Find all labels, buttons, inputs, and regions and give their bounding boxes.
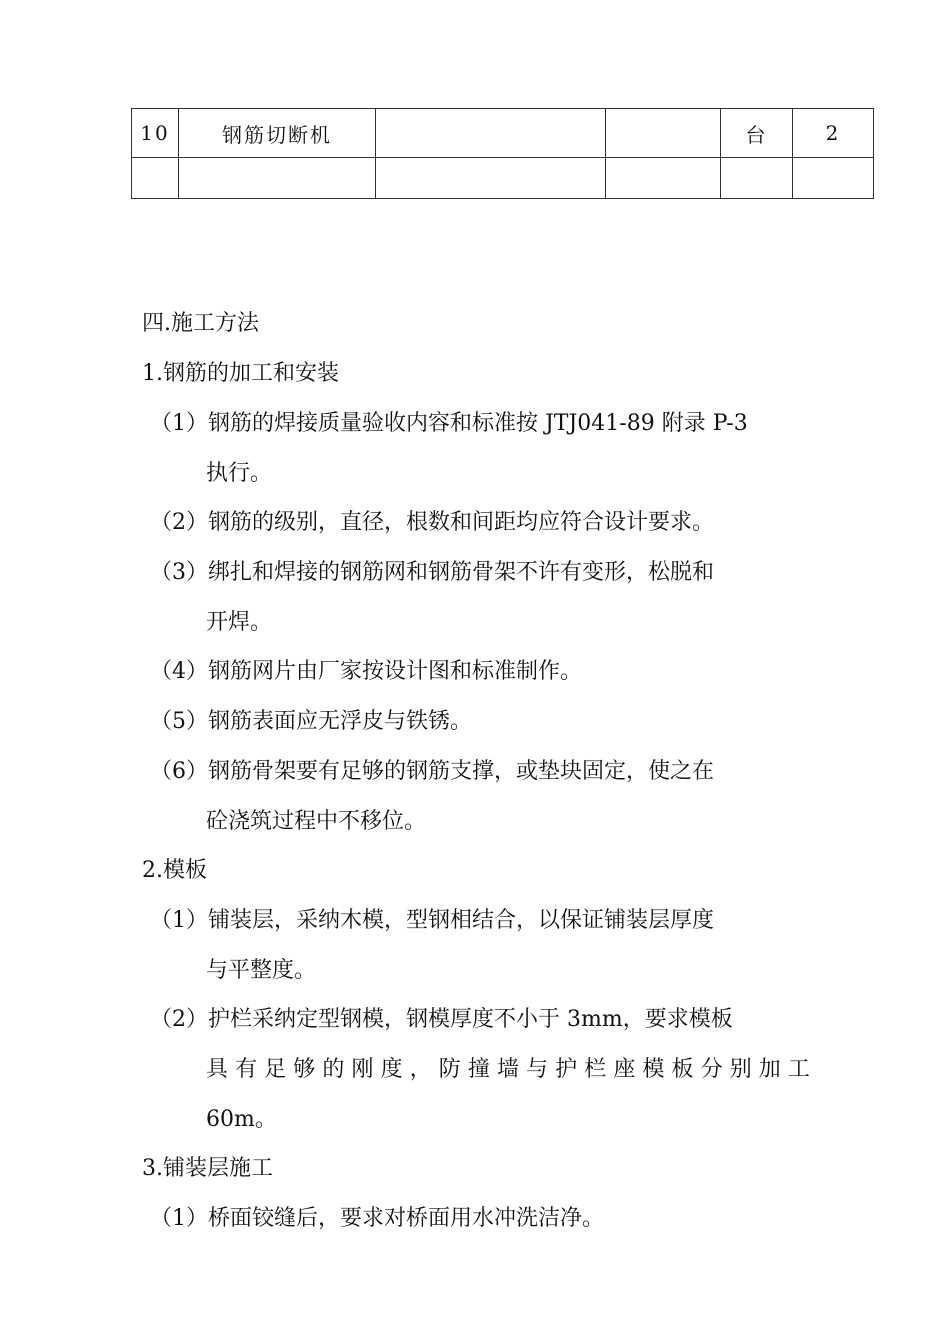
formwork-item-2-end: 60m。: [206, 1107, 277, 1132]
justified-char: 座: [613, 1057, 636, 1082]
justified-char: 墙: [496, 1057, 519, 1082]
cell-spec: [376, 109, 606, 158]
justified-char: 分: [700, 1057, 723, 1082]
formwork-item-2: （2）护栏采纳定型钢模，钢模厚度不小于 3mm，要求模板: [150, 1007, 733, 1032]
justified-char: 够: [293, 1057, 316, 1082]
rebar-item-3-cont: 开焊。: [206, 610, 273, 635]
justified-char: 有: [235, 1057, 258, 1082]
rebar-item-6-cont: 砼浇筑过程中不移位。: [206, 809, 427, 834]
section-title: 四.施工方法: [142, 311, 259, 336]
table-row: [132, 109, 874, 158]
cell-name: 钢筋切断机: [179, 109, 376, 158]
justified-char: 具: [206, 1057, 229, 1082]
rebar-item-6: （6）钢筋骨架要有足够的钢筋支撑，或垫块固定，使之在: [150, 759, 714, 784]
table-row: [132, 158, 874, 199]
justified-char: 度: [380, 1057, 403, 1082]
cell-unit: 台: [721, 109, 793, 158]
rebar-item-2: （2）钢筋的级别，直径，根数和间距均应符合设计要求。: [150, 510, 714, 535]
rebar-item-5: （5）钢筋表面应无浮皮与铁锈。: [150, 709, 472, 734]
subsection-title-formwork: 2.模板: [142, 858, 207, 883]
rebar-item-1: （1）钢筋的焊接质量验收内容和标准按 JTJ041-89 附录 P-3: [150, 411, 748, 436]
justified-char: 与: [526, 1057, 549, 1082]
subsection-title-paving: 3.铺装层施工: [142, 1156, 273, 1181]
formwork-item-2-cont: [206, 1055, 810, 1085]
rebar-item-3: （3）绑扎和焊接的钢筋网和钢筋骨架不许有变形，松脱和: [150, 560, 714, 585]
cell-model: [606, 109, 721, 158]
formwork-item-1-cont: 与平整度。: [206, 958, 317, 983]
cell-qty: [793, 158, 874, 199]
cell-no: 10: [132, 109, 179, 158]
justified-char: 板: [671, 1057, 694, 1082]
equipment-table: [131, 108, 874, 199]
cell-name: [179, 158, 376, 199]
formwork-item-1: （1）铺装层，采纳木模，型钢相结合，以保证铺装层厚度: [150, 908, 714, 933]
subsection-title-rebar: 1.钢筋的加工和安装: [142, 361, 339, 386]
justified-char: 撞: [467, 1057, 490, 1082]
justified-char: 别: [729, 1057, 752, 1082]
rebar-item-4: （4）钢筋网片由厂家按设计图和标准制作。: [150, 659, 582, 684]
rebar-item-1-cont: 执行。: [206, 461, 273, 486]
cell-unit: [721, 158, 793, 199]
cell-model: [606, 158, 721, 199]
justified-char: 足: [264, 1057, 287, 1082]
justified-char: 加: [758, 1057, 781, 1082]
cell-qty: 2: [793, 109, 874, 158]
paving-item-1: （1）桥面铰缝后，要求对桥面用水冲洗洁净。: [150, 1206, 604, 1231]
cell-no: [132, 158, 179, 199]
justified-char: 工: [787, 1057, 810, 1082]
justified-char: 的: [322, 1057, 345, 1082]
justified-char: ，: [409, 1057, 432, 1082]
justified-char: 模: [642, 1057, 665, 1082]
justified-char: 护: [555, 1057, 578, 1082]
justified-char: 防: [438, 1057, 461, 1082]
cell-spec: [376, 158, 606, 199]
justified-char: 刚: [351, 1057, 374, 1082]
justified-char: 栏: [584, 1057, 607, 1082]
